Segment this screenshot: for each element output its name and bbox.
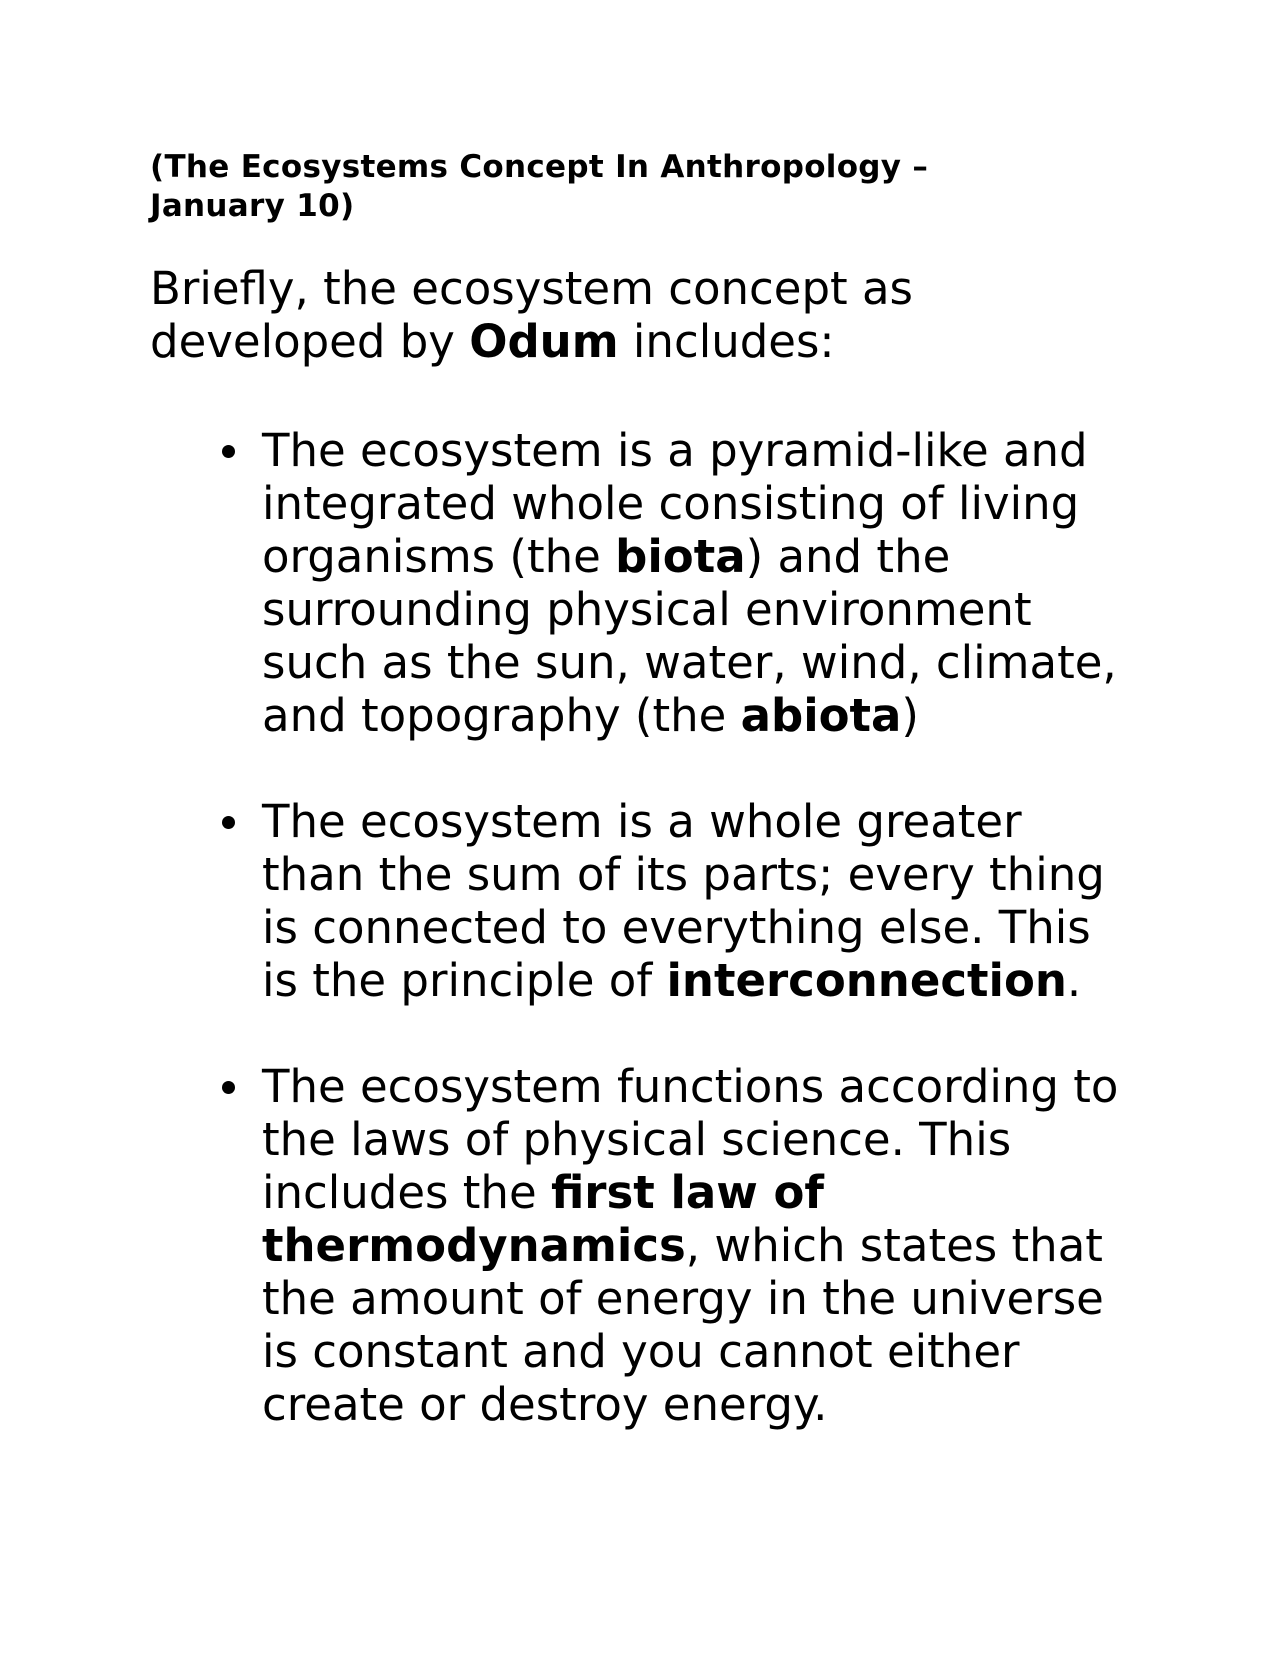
bullet-item-biota [150, 424, 1130, 742]
bullet-item-interconnection [150, 795, 1130, 1007]
intro-bold-odum: Odum [469, 315, 619, 368]
bullet-3-text-1: The ecosystem functions according to the laws of physical science. This includes the [262, 1060, 1119, 1219]
bullet-list [150, 424, 1130, 1484]
intro-text-2: includes: [618, 315, 835, 368]
bullet-item-thermodynamics [150, 1060, 1130, 1431]
bullet-3-text-2: , which states that the amount of energy in the universe is constant and you cannot either create or destroy energy. [262, 1219, 1104, 1431]
heading-line-1: (The Ecosystems Concept In Anthropology – [150, 149, 929, 185]
intro-text-1: Briefly, the ecosystem concept as developed by [150, 262, 914, 368]
bullet-1-text-2: ) and the surrounding physical environment such as the sun, water, wind, climate, and topography (the [262, 530, 1117, 742]
document-heading [150, 148, 1010, 226]
bullet-dot-icon [222, 1081, 235, 1094]
bullet-1-bold-biota: biota [615, 530, 746, 583]
bullet-1-text-1: The ecosystem is a pyramid-like and integrated whole consisting of living organisms (the [262, 424, 1088, 583]
bullet-2-bold-interconnection: interconnection [666, 954, 1067, 1007]
intro-paragraph [150, 262, 1110, 368]
bullet-dot-icon [222, 445, 235, 458]
bullet-2-text-1: The ecosystem is a whole greater than the sum of its parts; every thing is connected to everything else. This is the principle of [262, 795, 1105, 1007]
bullet-3-bold-first-law: first law of thermodynamics [262, 1166, 824, 1272]
bullet-dot-icon [222, 816, 235, 829]
bullet-1-bold-abiota: abiota [740, 689, 902, 742]
heading-line-2: January 10) [150, 188, 355, 224]
bullet-1-text-3: ) [901, 689, 919, 742]
bullet-2-text-2: . [1066, 954, 1082, 1007]
